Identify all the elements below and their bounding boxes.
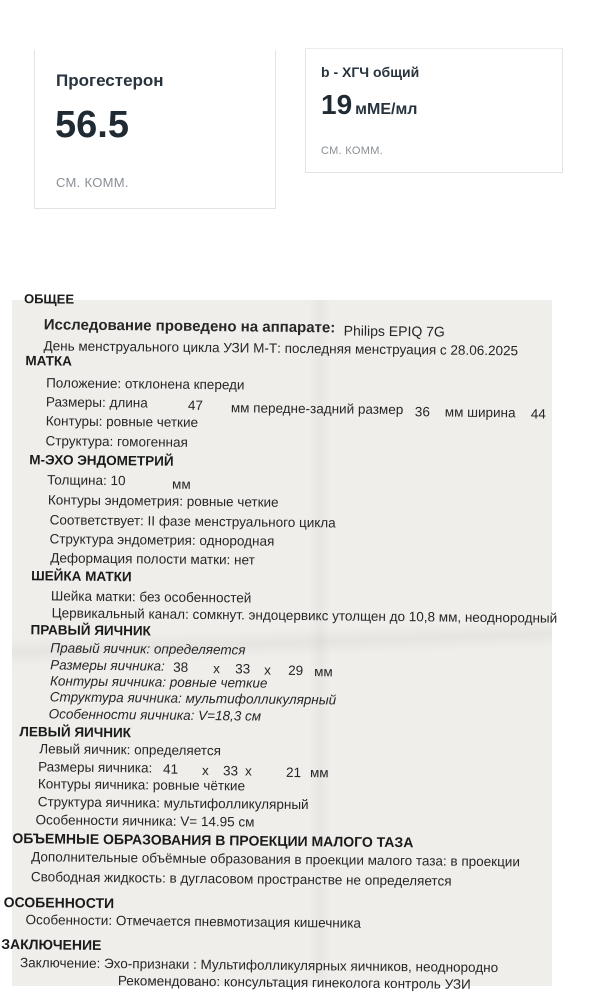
device-line: Исследование проведено на аппарате: bbox=[43, 316, 336, 337]
card-comment-link[interactable]: СМ. КОММ. bbox=[321, 145, 384, 157]
right-ovary-d2: 33 bbox=[235, 661, 251, 677]
cervix-text: Шейка матки: без особенностей bbox=[50, 588, 252, 606]
card-value bbox=[321, 89, 417, 121]
conclusion-heading: ЗАКЛЮЧЕНИЕ bbox=[1, 935, 102, 953]
endometrium-thickness: Толщина: 10 bbox=[47, 472, 126, 489]
card-value: 56.5 bbox=[55, 104, 129, 146]
right-ovary-d1: 38 bbox=[173, 659, 189, 675]
endometrium-deformation: Деформация полости матки: нет bbox=[50, 550, 255, 568]
right-ovary-mm: мм bbox=[314, 664, 333, 680]
endometrium-thickness-unit: мм bbox=[172, 476, 191, 492]
uterus-ap: 36 bbox=[414, 404, 430, 420]
cut-heading: ОБЩЕЕ bbox=[23, 291, 75, 307]
uterus-width: 44 bbox=[530, 406, 546, 422]
left-ovary-d1: 41 bbox=[163, 761, 179, 777]
left-ovary-x2: x bbox=[245, 763, 252, 779]
right-ovary-structure: Структура яичника: мультифолликулярный bbox=[49, 689, 337, 708]
right-ovary-heading: ПРАВЫЙ ЯИЧНИК bbox=[30, 622, 151, 639]
right-ovary-x1: x bbox=[213, 661, 220, 677]
uterus-size-label: Размеры: длина bbox=[45, 394, 148, 411]
card-unit: мМЕ/мл bbox=[355, 101, 418, 118]
endometrium-matches: Соответствует: II фазе менструального цикла bbox=[49, 512, 336, 531]
uterus-heading: МАТКА bbox=[25, 353, 73, 369]
features-text: Особенности: Отмечается пневмотизация кишечника bbox=[25, 912, 362, 931]
left-ovary-x1: x bbox=[202, 763, 209, 779]
right-ovary-d3: 29 bbox=[288, 662, 304, 679]
endometrium-contours: Контуры эндометрия: ровные четкие bbox=[47, 492, 279, 510]
uterus-mm1: мм передне-задний размер bbox=[230, 400, 404, 418]
uterus-length: 47 bbox=[187, 397, 204, 414]
uterus-structure: Структура: гомогенная bbox=[45, 433, 188, 450]
cycle-line: День менструального цикла УЗИ М-Т: последняя менструация с 28.06.2025 bbox=[43, 338, 519, 359]
uterus-contours: Контуры: ровные четкие bbox=[45, 413, 199, 430]
endometrium-heading: М-ЭХО ЭНДОМЕТРИЙ bbox=[29, 452, 174, 469]
pelvis-fluid: Свободная жидкость: в дугласовом пространстве не определяется bbox=[30, 869, 452, 889]
conclusion-recommended: Рекомендовано: консультация гинеколога контроль УЗИ bbox=[117, 973, 471, 992]
card-comment-link[interactable]: СМ. КОММ. bbox=[56, 175, 129, 190]
ultrasound-report-photo bbox=[1, 291, 558, 992]
left-ovary-features: Особенности яичника: V= 14.95 см bbox=[35, 812, 255, 830]
card-title: Прогестерон bbox=[56, 71, 164, 90]
left-ovary-d2: 33 bbox=[223, 763, 239, 779]
right-ovary-contours: Контуры яичника: ровные четкие bbox=[49, 673, 268, 691]
right-ovary-size-label: Размеры яичника: bbox=[50, 657, 165, 674]
endometrium-structure: Структура эндометрия: однородная bbox=[49, 531, 275, 549]
right-ovary-x2: x bbox=[264, 662, 271, 678]
right-ovary-presence: Правый яичник: определяется bbox=[50, 640, 246, 658]
cervix-canal: Цервикальный канал: сомкнут. эндоцервикс утолщен до 10,8 мм, неоднородный bbox=[51, 605, 558, 626]
conclusion-text: Заключение: Эхо-признаки : Мультифолликулярных яичников, неоднородно bbox=[19, 955, 499, 976]
cervix-heading: ШЕЙКА МАТКИ bbox=[31, 568, 132, 585]
left-ovary-d3: 21 bbox=[285, 764, 302, 781]
uterus-mm2: мм ширина bbox=[444, 404, 516, 421]
pelvis-heading: ОБЪЕМНЫЕ ОБРАЗОВАНИЯ В ПРОЕКЦИИ МАЛОГО ТАЗА bbox=[12, 830, 414, 851]
left-ovary-contours: Контуры яичника: ровные чёткие bbox=[37, 776, 246, 794]
hcg-card[interactable] bbox=[305, 48, 563, 173]
left-ovary-presence: Левый яичник: определяется bbox=[39, 741, 222, 759]
pelvis-additional: Дополнительные объёмные образования в проекции малого таза: в проекции bbox=[31, 849, 521, 870]
left-ovary-mm: мм bbox=[309, 765, 329, 781]
uterus-position: Положение: отклонена кпереди bbox=[46, 375, 245, 393]
right-ovary-features: Особенности яичника: V=18,3 см bbox=[48, 706, 262, 724]
left-ovary-size-label: Размеры яичника: bbox=[38, 759, 153, 776]
card-title: b - ХГЧ общий bbox=[321, 64, 420, 80]
device-name: Philips EPIQ 7G bbox=[343, 322, 445, 340]
left-ovary-heading: ЛЕВЫЙ ЯИЧНИК bbox=[19, 724, 132, 741]
left-ovary-structure: Структура яичника: мультифолликулярный bbox=[37, 794, 309, 813]
features-heading: ОСОБЕННОСТИ bbox=[3, 893, 115, 912]
progesterone-card[interactable] bbox=[34, 50, 276, 209]
card-value-number: 19 bbox=[321, 89, 353, 120]
